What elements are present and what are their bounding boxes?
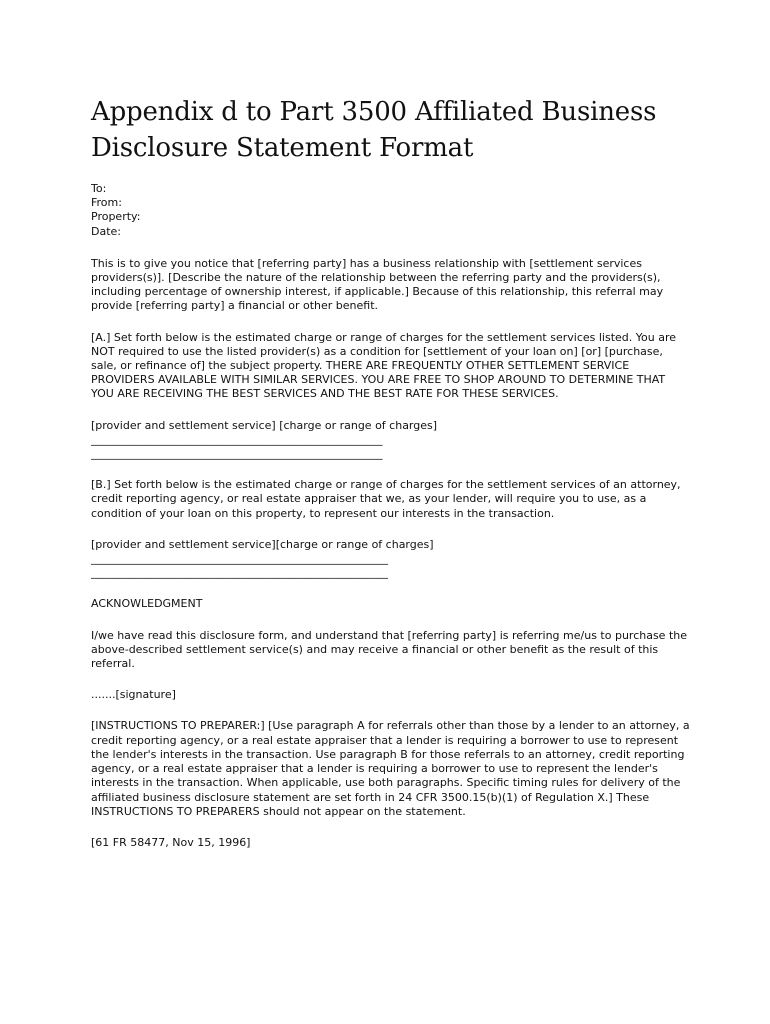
section-b-blank-line: ______________________________________________________ [91,552,388,566]
citation: [61 FR 58477, Nov 15, 1996] [91,835,251,849]
section-b-blank-line: ______________________________________________________ [91,566,388,580]
section-b-table [91,538,691,581]
document-body [91,182,691,850]
document-title: Appendix d to Part 3500 Affiliated Business Disclosure Statement Format [91,97,657,163]
date-field: Date: [91,224,121,238]
section-b-paragraph: [B.] Set forth below is the estimated charge or range of charges for the settlement services of an attorney, credit reporting agency, or real estate appraiser that we, as your lender, will require you to use, as a condition of your loan on this property, to represent our interests in the transaction. [91,478,681,520]
section-a-blank-line: _____________________________________________________ [91,447,383,461]
header-fields [91,182,691,239]
intro-paragraph: This is to give you notice that [referring party] has a business relationship with [settlement services providers(s)]. [Describe the nature of the relationship between the referring party and the providers(s), including percentage of ownership interest, if applicable.] Because of this relationship, this referral may provide [referring party] a financial or other benefit. [91,256,664,313]
to-field: To: [91,182,107,195]
section-a-column-headers: [provider and settlement service] [charge or range of charges] [91,418,438,432]
section-b-column-headers: [provider and settlement service][charge or range of charges] [91,537,434,551]
instructions-paragraph: [INSTRUCTIONS TO PREPARER:] [Use paragraph A for referrals other than those by a lender to an attorney, a credit reporting agency, or a real estate appraiser that a lender is requiring a borrower to use to represent the lender's interests in the transaction. Use paragraph B for those referrals to an attorney, credit reporting agency, or a real estate appraiser that a lender is requiring a borrower to use to represent the lender's interests in the transaction. When applicable, use both paragraphs. Specific timing rules for delivery of the affiliated business disclosure statement are set forth in 24 CFR 3500.15(b)(1) of Regulation X.] These INSTRUCTIONS TO PREPARERS should not appear on the statement. [91,719,690,818]
section-a-paragraph: [A.] Set forth below is the estimated charge or range of charges for the settlement services listed. You are NOT required to use the listed provider(s) as a condition for [settlement of your loan on] [or] [purchase, sale, or refinance of] the subject property. THERE ARE FREQUENTLY OTHER SETTLEMENT SERVICE PROVIDERS AVAILABLE WITH SIMILAR SERVICES. YOU ARE FREE TO SHOP AROUND TO DETERMINE THAT YOU ARE RECEIVING THE BEST SERVICES AND THE BEST RATE FOR THESE SERVICES. [91,330,677,401]
section-a-table [91,419,691,462]
acknowledgment-heading: ACKNOWLEDGMENT [91,597,203,611]
property-field: Property: [91,210,141,224]
acknowledgment-paragraph: I/we have read this disclosure form, and understand that [referring party] is referring me/us to purchase the above-described settlement service(s) and may receive a financial or other benefit as the result of this referral. [91,628,687,671]
signature-line: .......[signature] [91,688,176,702]
section-a-blank-line: _____________________________________________________ [91,432,383,446]
document-page [91,94,691,867]
from-field: From: [91,196,122,210]
